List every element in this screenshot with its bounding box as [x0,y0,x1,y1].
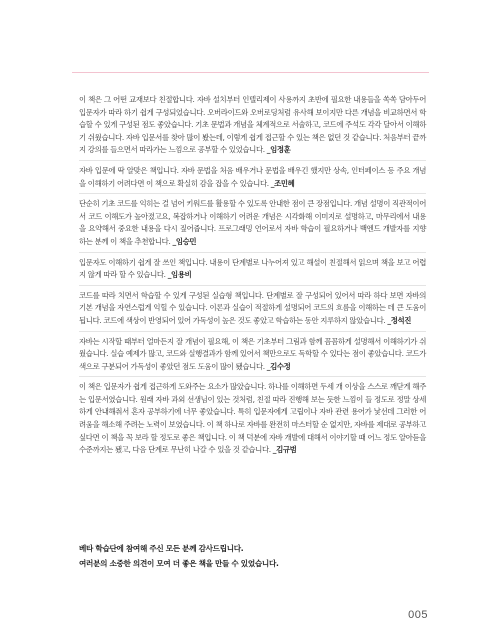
review-paragraph [79,257,426,282]
review-divider [79,285,426,286]
review-paragraph [79,198,426,248]
review-paragraph [79,94,426,157]
review-divider [79,252,426,253]
page-number: 005 [408,609,428,621]
review-divider [79,376,426,377]
review-text: 자바 입문에 딱 알맞은 책입니다. 자바 문법을 처음 배우거나 문법을 배우긴 했지만 상속, 인터페이스 등 주요 개념을 이해하기 어려다면 이 책으로 확실히 감을 잡을 수 있습니다. [79,165,426,188]
review-text: 이 책은 입문자가 쉽게 접근하게 도와주는 요소가 많았습니다. 하나를 이해하면 두세 개 이상을 스스로 깨닫게 해주는 입문서였습니다. 원래 자바 과외 선생님이 있는 것처럼, 친절 따라 진행해 보는 듯한 느낌이 들 정도로 정말 상세하게 안내해줘서 혼자 공부하기에 너무 좋았습니다. 특히 입문자에게 고립이나 자바 관련 용어가 낯선데 그러한 어려움을 해소해 주려는 노력이 보였습니다. 이 책 하나로 자바를 완전히 마스터할 순 없지만, 자바를 제대로 공부하고 싶다면 이 책을 꼭 보라 할 정도로 좋은 책입니다. 이 책 덕분에 자바 개발에 대해서 이야기할 때 어느 정도 알아듣을 수준까지는 됐고, 다음 단계로 무난히 나갈 수 있을 것 같습니다. [79,382,426,455]
review-paragraph [79,336,426,374]
review-divider [79,160,426,161]
acknowledgement-line: 여러분의 소중한 의견이 모여 더 좋은 책을 만들 수 있었습니다. [79,559,279,568]
review-text: 단순히 기초 코드를 익히는 걸 넘어 키워드를 활용할 수 있도록 안내한 점이 큰 장점입니다. 개념 설명이 직관적이어서 코드 이해도가 높아졌고요, 복잡하거나 이해하기 어려운 개념은 시각화해 이미지로 설명하고, 마무리에서 내용을 요약해서 중요한 내용을 다시 짚어줍니다. 프로그래밍 언어로서 자바 학습이 필요하거나 백엔드 개발자를 지향하는 분께 이 책을 추천합니다. [79,199,426,246]
review-list [79,94,426,457]
acknowledgement [79,541,426,571]
acknowledgement-line: 베타 학습단에 참여해 주신 모든 분께 감사드립니다. [79,544,244,553]
review-text: 자바는 시작할 때부터 얼마든지 잘 개념이 필요해, 이 책은 기초부터 그림과 함께 꼼꼼하게 설명해서 이해하기가 쉬웠습니다. 실습 예제가 많고, 코드와 실행결과가 함께 있어서 책만으로도 독학할 수 있다는 점이 좋았습니다. 코드가 색으로 구분되어 가독성이 좋았던 점도 도움이 많이 됐습니다. [79,336,426,371]
review-text: 이 책은 그 어떤 교재보다 친절합니다. 자바 설치부터 인텔리제이 사용까지 초반에 필요한 내용들을 쏙쏙 담아두어 입문자가 따라 하기 쉽게 구성되었습니다. 오버라이드와 오버로딩처럼 유사해 보이지만 다른 개념을 비교하면서 학습할 수 있게 구성된 점도 좋았습니다. 기초 문법과 개념을 체계적으로 서술하고, 코드에 주석도 각각 달아서 이해하기 쉬웠습니다. 자바 입문서를 찾아 많이 봤는데, 이렇게 쉽게 접근할 수 있는 책은 없던 것 같습니다. 처음부터 끝까지 강의를 들으면서 따라가는 느낌으로 공부할 수 있었습니다. [79,95,426,155]
reviewer-signature: _김수정 [266,361,291,371]
reviewer-signature: _임정훈 [266,145,291,155]
reviewer-signature: _조민혜 [270,178,295,188]
reviewer-signature: _김규범 [272,445,297,455]
review-text: 코드를 따라 치면서 학습할 수 있게 구성된 실습형 책입니다. 단계별로 잘 구성되어 있어서 따라 하다 보면 자바의 기본 개념을 자연스럽게 익힐 수 있습니다. 이론과 실습이 적절하게 설명되어 코드의 흐름을 이해하는 데 큰 도움이 됩니다. 코드에 색상이 반영되어 있어 가독성이 높은 것도 좋았고 학습하는 동안 지루하지 않았습니다. [79,290,426,325]
review-divider [79,331,426,332]
top-divider [72,72,429,73]
reviewer-signature: _임용비 [167,270,192,280]
review-text: 입문자도 이해하기 쉽게 잘 쓰인 책입니다. 내용이 단계별로 나누어져 있고 해설이 친절해서 읽으며 책을 보고 어렵지 않게 따라 할 수 있습니다. [79,257,426,280]
reviewer-signature: _정석진 [387,315,412,325]
review-paragraph [79,381,426,457]
review-paragraph [79,290,426,328]
reviewer-signature: _임승민 [172,236,197,246]
review-divider [79,193,426,194]
review-paragraph [79,165,426,190]
